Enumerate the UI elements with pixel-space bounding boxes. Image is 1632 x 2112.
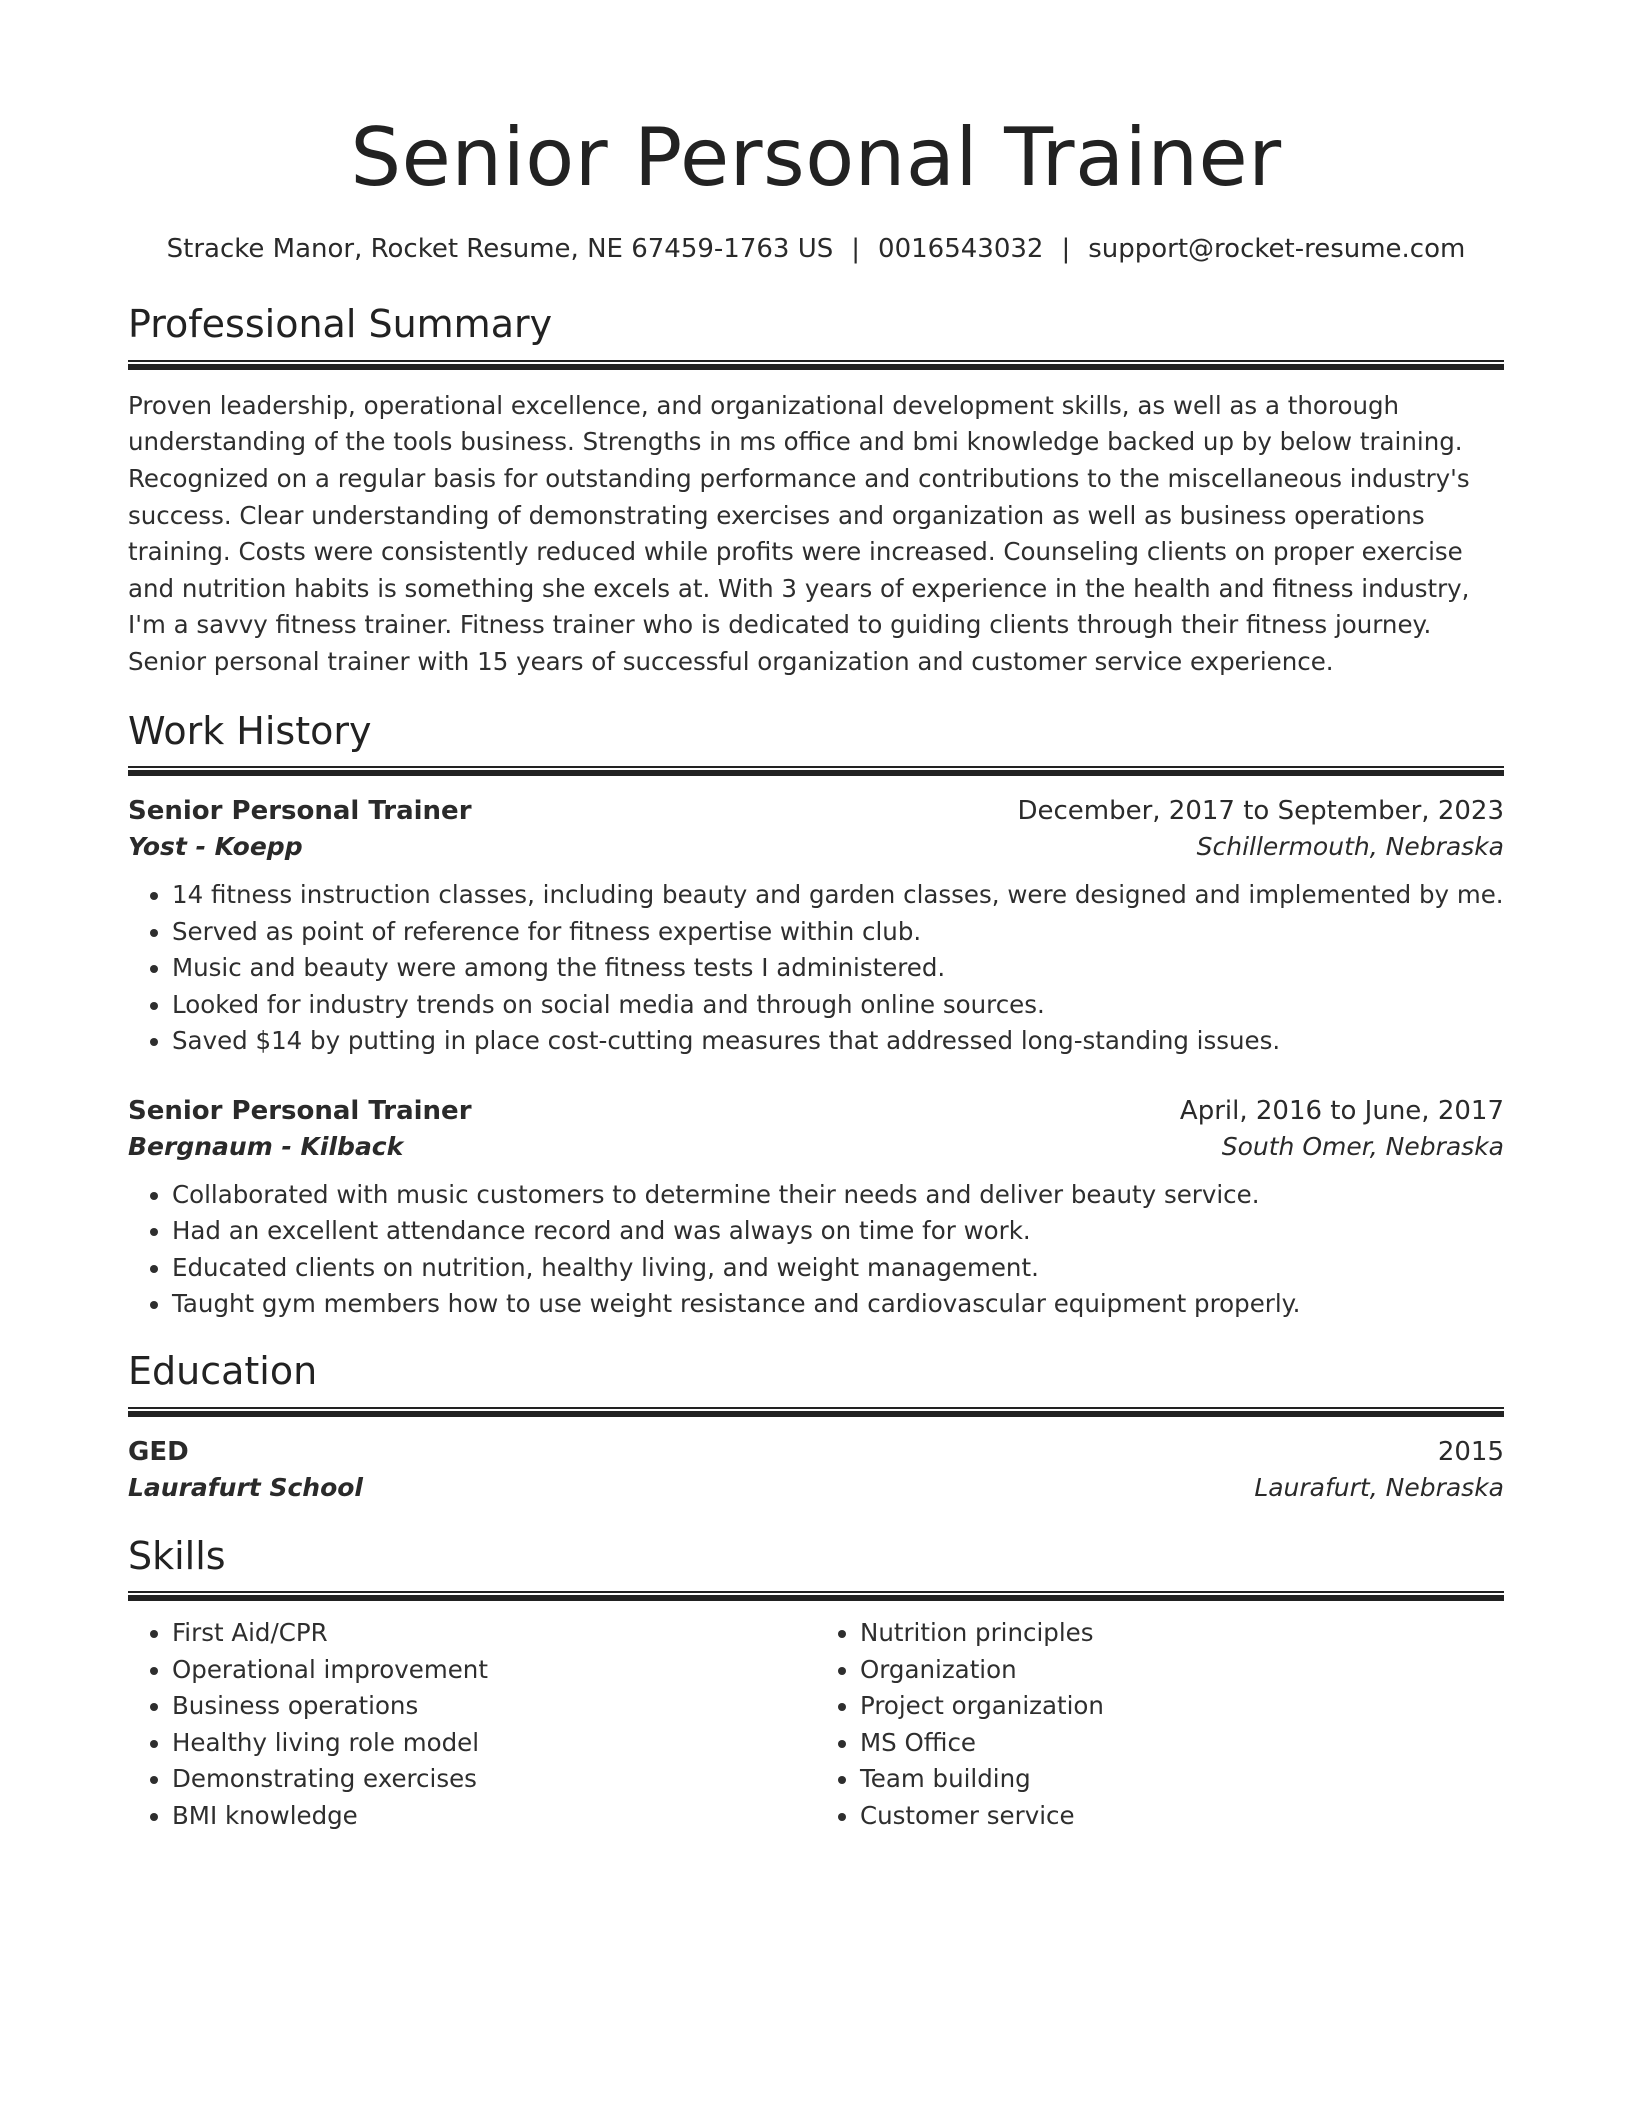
skills-grid — [128, 1615, 1504, 1834]
education-degree: GED — [128, 1436, 189, 1467]
job-bullet: • Music and beauty were among the fitness tests I administered. — [172, 950, 1504, 987]
contact-email: support@rocket-resume.com — [1088, 234, 1466, 264]
skill-item: • Operational improvement — [172, 1652, 816, 1689]
contact-separator: | — [851, 234, 861, 264]
skill-item: • First Aid/CPR — [172, 1615, 816, 1652]
job-entry — [128, 1096, 1504, 1323]
skill-item: • Nutrition principles — [860, 1615, 1504, 1652]
contact-phone: 0016543032 — [878, 234, 1044, 264]
job-entry — [128, 796, 1504, 1060]
section-divider — [128, 766, 1504, 776]
education-entry — [128, 1437, 1504, 1502]
skills-section — [128, 1533, 1504, 1835]
job-company-row — [128, 832, 1504, 861]
job-bullet: • Looked for industry trends on social media and through online sources. — [172, 987, 1504, 1024]
skill-item: • Project organization — [860, 1688, 1504, 1725]
education-header-row — [128, 1437, 1504, 1467]
skills-list — [816, 1615, 1504, 1834]
skill-item: • Team building — [860, 1761, 1504, 1798]
job-bullet: • Had an excellent attendance record and was always on time for work. — [172, 1213, 1504, 1250]
summary-text: Proven leadership, operational excellence, and organizational development skills, as well as a thorough understanding of the tools business. Strengths in ms office and bmi knowledge backed up by below training. Recognized on a regular basis for outstanding performance and contributions to the miscellaneous industry's success. Clear understanding of demonstrating exercises and organization as well as business operations training. Costs were consistently reduced while profits were increased. Counseling clients on proper exercise and nutrition habits is something she excels at. With 3 years of experience in the health and fitness industry, I'm a savvy fitness trainer. Fitness trainer who is dedicated to guiding clients through their fitness journey. Senior personal trainer with 15 years of successful organization and customer service experience. — [128, 390, 1470, 676]
job-bullets — [128, 877, 1504, 1060]
job-bullet: • Educated clients on nutrition, healthy living, and weight management. — [172, 1250, 1504, 1287]
summary-section — [128, 304, 1504, 681]
job-company: Yost - Koepp — [128, 832, 303, 862]
work-history-section — [128, 708, 1504, 1323]
contact-line — [128, 234, 1504, 264]
job-bullet: • Collaborated with music customers to determine their needs and deliver beauty service. — [172, 1177, 1504, 1214]
section-divider — [128, 1591, 1504, 1601]
skill-item: • Healthy living role model — [172, 1725, 816, 1762]
section-divider — [128, 1407, 1504, 1417]
job-title: Senior Personal Trainer — [128, 796, 472, 827]
summary-heading: Professional Summary — [128, 302, 553, 346]
job-bullet: • 14 fitness instruction classes, including beauty and garden classes, were designed and implemented by me. — [172, 877, 1504, 914]
skill-item: • MS Office — [860, 1725, 1504, 1762]
contact-separator: | — [1061, 234, 1071, 264]
resume-name: Senior Personal Trainer — [350, 111, 1282, 204]
job-title: Senior Personal Trainer — [128, 1095, 472, 1126]
skill-item: • Organization — [860, 1652, 1504, 1689]
job-bullet: • Served as point of reference for fitness expertise within club. — [172, 914, 1504, 951]
job-dates: April, 2016 to June, 2017 — [1179, 1095, 1504, 1126]
skill-item: • Demonstrating exercises — [172, 1761, 816, 1798]
education-year: 2015 — [1437, 1436, 1504, 1467]
education-section — [128, 1348, 1504, 1502]
skills-list — [128, 1615, 816, 1834]
job-bullets — [128, 1177, 1504, 1323]
skills-column-left — [128, 1615, 816, 1834]
education-location: Laurafurt, Nebraska — [1254, 1472, 1504, 1502]
work-history-heading: Work History — [128, 708, 372, 753]
job-bullet: • Taught gym members how to use weight resistance and cardiovascular equipment properly. — [172, 1286, 1504, 1323]
job-dates: December, 2017 to September, 2023 — [1017, 796, 1504, 827]
job-bullet: • Saved $14 by putting in place cost-cutting measures that addressed long-standing issues. — [172, 1023, 1504, 1060]
skill-item: • Customer service — [860, 1798, 1504, 1835]
skills-heading: Skills — [128, 1533, 226, 1578]
job-company: Bergnaum - Kilback — [128, 1131, 404, 1161]
job-header-row — [128, 796, 1504, 826]
education-school: Laurafurt School — [128, 1472, 363, 1502]
job-company-row — [128, 1132, 1504, 1161]
skills-column-right — [816, 1615, 1504, 1834]
section-divider — [128, 360, 1504, 370]
contact-address: Stracke Manor, Rocket Resume, NE 67459-1763 US — [166, 234, 834, 264]
education-heading: Education — [128, 1348, 318, 1393]
skill-item: • Business operations — [172, 1688, 816, 1725]
skill-item: • BMI knowledge — [172, 1798, 816, 1835]
education-school-row — [128, 1473, 1504, 1502]
job-header-row — [128, 1096, 1504, 1126]
job-location: South Omer, Nebraska — [1221, 1131, 1504, 1161]
job-location: Schillermouth, Nebraska — [1196, 832, 1504, 862]
